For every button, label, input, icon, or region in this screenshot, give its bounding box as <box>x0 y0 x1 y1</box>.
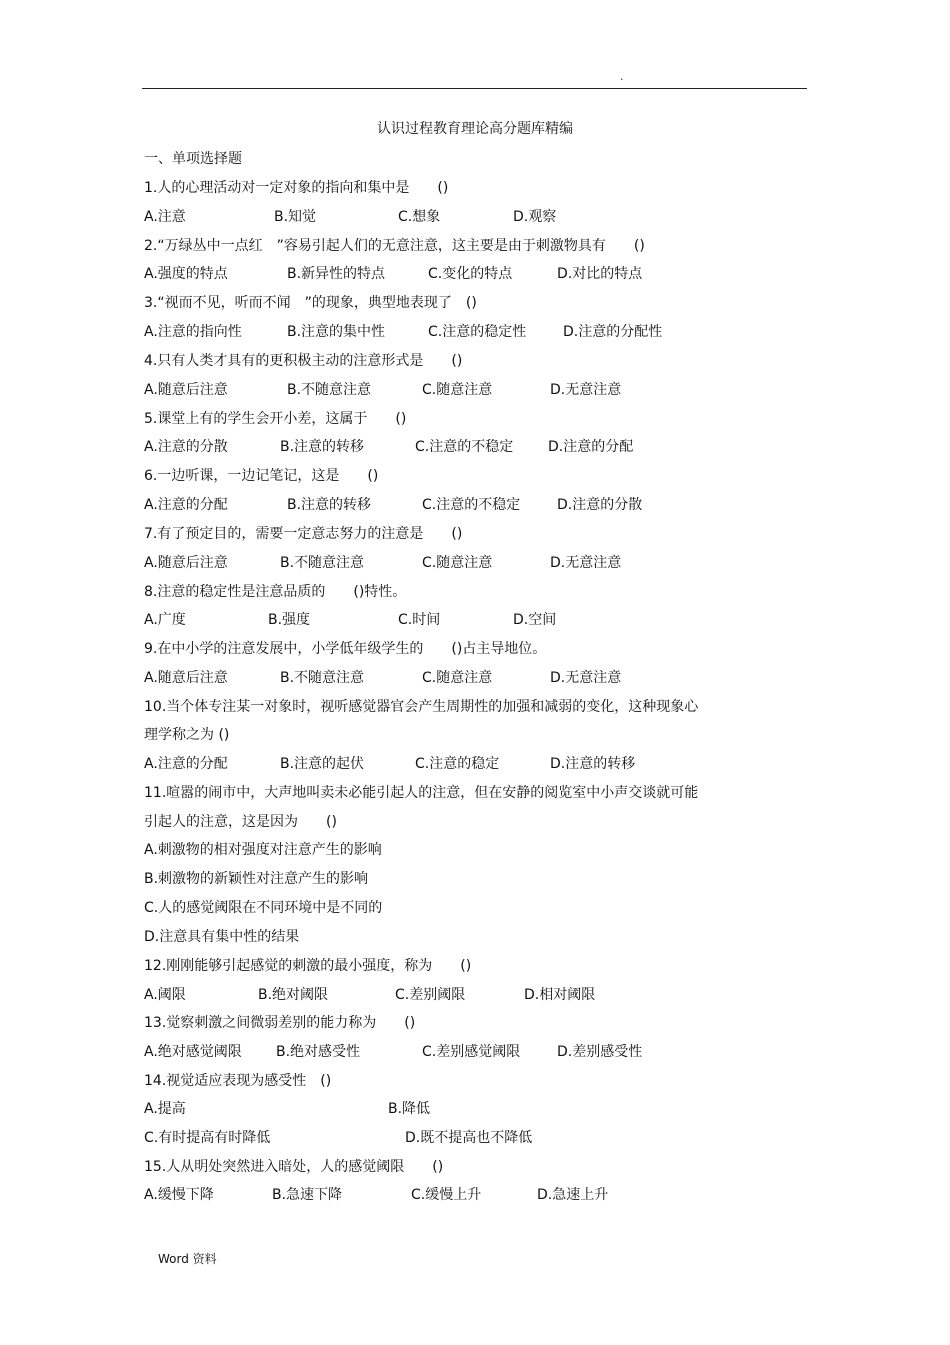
q11-option-b: B.刺激物的新颖性对注意产生的影响 <box>144 871 369 887</box>
q5-option-a: A.注意的分散 <box>144 439 228 455</box>
q12-option-c: C.差别阈限 <box>395 987 466 1003</box>
q9-option-a: A.随意后注意 <box>144 670 228 686</box>
q6-option-a: A.注意的分配 <box>144 497 228 513</box>
q6-option-b: B.注意的转移 <box>287 497 372 513</box>
q2-option-d: D.对比的特点 <box>557 266 643 282</box>
q7-option-d: D.无意注意 <box>550 555 622 571</box>
q6-option-d: D.注意的分散 <box>557 497 643 513</box>
q7-option-a: A.随意后注意 <box>144 555 228 571</box>
q1-option-b: B.知觉 <box>274 209 317 225</box>
q8-option-b: B.强度 <box>268 612 311 628</box>
q8-option-a: A.广度 <box>144 612 186 628</box>
section-heading: 一、单项选择题 <box>144 151 242 167</box>
q1-option-a: A.注意 <box>144 209 186 225</box>
q1-option-d: D.观察 <box>513 209 557 225</box>
q15-option-c: C.缓慢上升 <box>411 1187 482 1203</box>
q10-option-d: D.注意的转移 <box>550 756 636 772</box>
question-4: 4.只有人类才具有的更积极主动的注意形式是 () <box>144 353 463 369</box>
q4-option-d: D.无意注意 <box>550 382 622 398</box>
question-12: 12.刚刚能够引起感觉的刺激的最小强度，称为 () <box>144 958 472 974</box>
header-rule <box>142 88 807 89</box>
q3-option-c: C.注意的稳定性 <box>428 324 527 340</box>
question-3: 3.“视而不见，听而不闻 ”的现象，典型地表现了 () <box>144 295 477 311</box>
q8-option-d: D.空间 <box>513 612 557 628</box>
q10-option-a: A.注意的分配 <box>144 756 228 772</box>
q5-option-c: C.注意的不稳定 <box>415 439 514 455</box>
question-13: 13.觉察刺激之间微弱差别的能力称为 () <box>144 1015 416 1031</box>
page-footer: Word 资料 <box>158 1252 217 1266</box>
question-15: 15.人从明处突然进入暗处，人的感觉阈限 () <box>144 1159 444 1175</box>
q9-option-c: C.随意注意 <box>422 670 493 686</box>
question-11-line-2: 引起人的注意，这是因为 () <box>144 814 337 830</box>
q11-option-d: D.注意具有集中性的结果 <box>144 929 300 945</box>
q13-option-a: A.绝对感觉阈限 <box>144 1044 242 1060</box>
question-11-line-1: 11.喧嚣的闹市中，大声地叫卖未必能引起人的注意，但在安静的阅览室中小声交谈就可能 <box>144 785 699 801</box>
q3-option-a: A.注意的指向性 <box>144 324 242 340</box>
q15-option-d: D.急速上升 <box>537 1187 609 1203</box>
q5-option-d: D.注意的分配 <box>548 439 634 455</box>
q2-option-a: A.强度的特点 <box>144 266 228 282</box>
q4-option-b: B.不随意注意 <box>287 382 372 398</box>
q13-option-b: B.绝对感受性 <box>276 1044 361 1060</box>
q9-option-d: D.无意注意 <box>550 670 622 686</box>
q12-option-b: B.绝对阈限 <box>258 987 329 1003</box>
question-7: 7.有了预定目的，需要一定意志努力的注意是 () <box>144 526 463 542</box>
q3-option-d: D.注意的分配性 <box>563 324 663 340</box>
q11-option-a: A.刺激物的相对强度对注意产生的影响 <box>144 842 382 858</box>
question-8: 8.注意的稳定性是注意品质的 ()特性。 <box>144 584 407 600</box>
question-6: 6.一边听课，一边记笔记，这是 () <box>144 468 379 484</box>
header-mark: . <box>620 70 624 83</box>
question-2: 2.“万绿丛中一点红 ”容易引起人们的无意注意，这主要是由于刺激物具有 () <box>144 238 645 254</box>
q4-option-c: C.随意注意 <box>422 382 493 398</box>
question-10-line-2: 理学称之为 () <box>144 727 230 743</box>
q4-option-a: A.随意后注意 <box>144 382 228 398</box>
q14-option-d: D.既不提高也不降低 <box>405 1130 533 1146</box>
q13-option-d: D.差别感受性 <box>557 1044 643 1060</box>
q8-option-c: C.时间 <box>398 612 441 628</box>
question-14: 14.视觉适应表现为感受性 () <box>144 1073 332 1089</box>
q12-option-a: A.阈限 <box>144 987 186 1003</box>
question-10-line-1: 10.当个体专注某一对象时，视听感觉器官会产生周期性的加强和减弱的变化，这种现象心 <box>144 699 699 715</box>
q7-option-b: B.不随意注意 <box>280 555 365 571</box>
q14-option-b: B.降低 <box>388 1101 431 1117</box>
q1-option-c: C.想象 <box>398 209 441 225</box>
q7-option-c: C.随意注意 <box>422 555 493 571</box>
question-1: 1.人的心理活动对一定对象的指向和集中是 () <box>144 180 449 196</box>
q13-option-c: C.差别感觉阈限 <box>422 1044 521 1060</box>
question-5: 5.课堂上有的学生会开小差，这属于 () <box>144 411 407 427</box>
q14-option-a: A.提高 <box>144 1101 186 1117</box>
q12-option-d: D.相对阈限 <box>524 987 596 1003</box>
q15-option-a: A.缓慢下降 <box>144 1187 214 1203</box>
q10-option-b: B.注意的起伏 <box>280 756 365 772</box>
q5-option-b: B.注意的转移 <box>280 439 365 455</box>
q3-option-b: B.注意的集中性 <box>287 324 386 340</box>
q11-option-c: C.人的感觉阈限在不同环境中是不同的 <box>144 900 383 916</box>
q10-option-c: C.注意的稳定 <box>415 756 500 772</box>
q15-option-b: B.急速下降 <box>272 1187 343 1203</box>
q2-option-c: C.变化的特点 <box>428 266 513 282</box>
q9-option-b: B.不随意注意 <box>280 670 365 686</box>
question-9: 9.在中小学的注意发展中，小学低年级学生的 ()占主导地位。 <box>144 641 547 657</box>
q14-option-c: C.有时提高有时降低 <box>144 1130 271 1146</box>
page-title: 认识过程教育理论高分题库精编 <box>377 121 573 137</box>
q2-option-b: B.新异性的特点 <box>287 266 386 282</box>
q6-option-c: C.注意的不稳定 <box>422 497 521 513</box>
